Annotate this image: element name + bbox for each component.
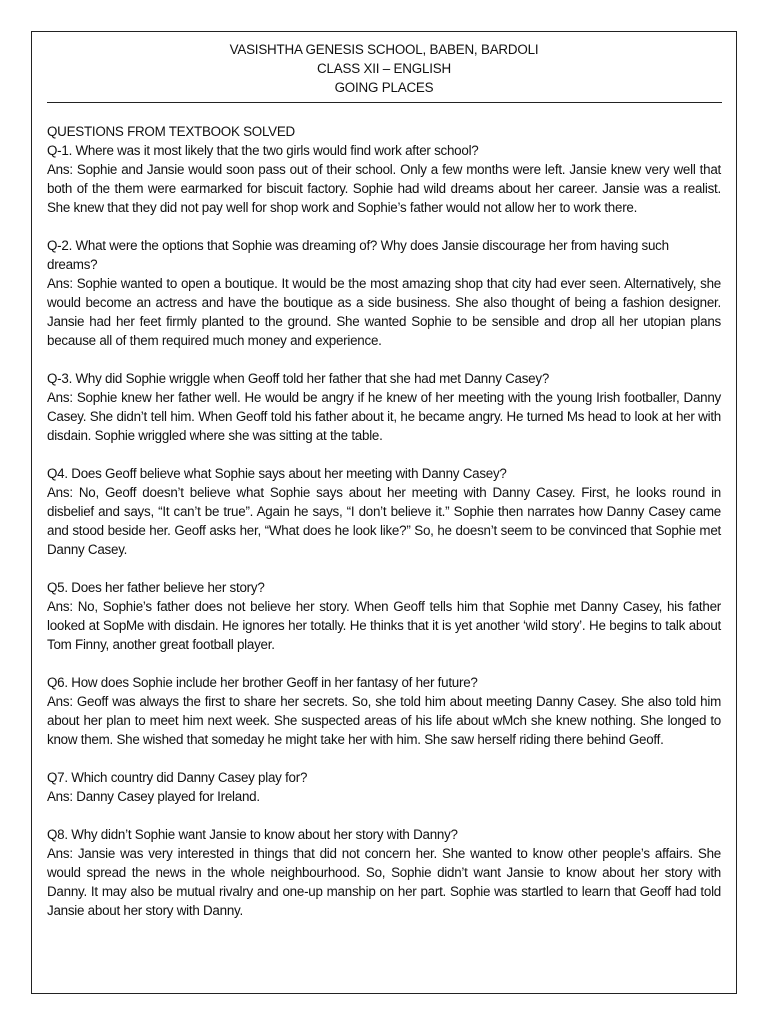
answer-paragraph <box>47 597 721 654</box>
answer-text: No, Geoff doesn’t believe what Sophie says about her meeting with Danny Casey. First, he looks round in disbelief and says, “It can’t be true”. Again he says, “I don’t believe it.” Sophie then narrates how Danny Casey came and stood beside her. Geoff asks her, “What does he look like?” So, he doesn’t seem to be convinced that Sophie met Danny Casey. <box>47 485 721 557</box>
qa-item-2 <box>47 236 721 350</box>
answer-label: Ans: <box>47 789 73 804</box>
answer-text: Sophie knew her father well. He would be angry if he knew of her meeting with the young Irish footballer, Danny Casey. She didn’t tell him. When Geoff told his father about it, he became angry. He turned Ms head to look at her with disdain. Sophie wriggled where she was sitting at the table. <box>47 390 721 443</box>
qa-item-6 <box>47 673 721 749</box>
question-text: Q-1. Where was it most likely that the two girls would find work after school? <box>47 143 479 158</box>
school-name: VASISHTHA GENESIS SCHOOL, BABEN, BARDOLI <box>229 42 539 57</box>
answer-paragraph <box>47 483 721 559</box>
question-text: Q4. Does Geoff believe what Sophie says about her meeting with Danny Casey? <box>47 466 507 481</box>
answer-paragraph <box>47 388 721 445</box>
answer-paragraph <box>47 274 721 350</box>
qa-item-1 <box>47 141 721 217</box>
answer-label: Ans: <box>47 694 73 709</box>
answer-paragraph <box>47 160 721 217</box>
question-text: Q6. How does Sophie include her brother Geoff in her fantasy of her future? <box>47 675 478 690</box>
qa-item-7 <box>47 768 721 806</box>
answer-text: Geoff was always the first to share her secrets. So, she told him about meeting Danny Casey. She also told him about her plan to meet him next week. She suspected areas of his life about wMch she knew nothing. She longed to know them. She wished that someday he might take her with him. She saw herself riding there behind Geoff. <box>47 694 721 747</box>
question-text: Q7. Which country did Danny Casey play for? <box>47 770 308 785</box>
header-divider <box>47 102 722 103</box>
question-text: Q8. Why didn’t Sophie want Jansie to know about her story with Danny? <box>47 827 458 842</box>
question-text: Q5. Does her father believe her story? <box>47 580 265 595</box>
document-header <box>47 40 721 97</box>
answer-text: Sophie and Jansie would soon pass out of their school. Only a few months were left. Jansie knew very well that both of the them were earmarked for biscuit factory. Sophie had wild dreams about her career. Jansie was a realist. She knew that they did not pay well for shop work and Sophie’s father would not allow her to work there. <box>47 162 721 215</box>
document-body <box>47 122 721 939</box>
question-text: Q-3. Why did Sophie wriggle when Geoff told her father that she had met Danny Casey? <box>47 371 550 386</box>
answer-label: Ans: <box>47 390 73 405</box>
qa-item-5 <box>47 578 721 654</box>
answer-paragraph <box>47 844 721 920</box>
answer-label: Ans: <box>47 276 73 291</box>
qa-item-8 <box>47 825 721 920</box>
answer-label: Ans: <box>47 599 73 614</box>
answer-label: Ans: <box>47 846 73 861</box>
class-subject: CLASS XII – ENGLISH <box>317 61 451 76</box>
answer-text: Danny Casey played for Ireland. <box>76 789 260 804</box>
qa-item-4 <box>47 464 721 559</box>
section-title: QUESTIONS FROM TEXTBOOK SOLVED <box>47 124 295 139</box>
qa-item-3 <box>47 369 721 445</box>
chapter-title: GOING PLACES <box>334 80 434 95</box>
answer-text: Jansie was very interested in things that did not concern her. She wanted to know other people’s affairs. She would spread the news in the whole neighbourhood. So, Sophie didn’t want Jansie to know about her story with Danny. It may also be mutual rivalry and one-up manship on her part. Sophie was startled to learn that Geoff had told Jansie about her story with Danny. <box>47 846 721 918</box>
question-text: Q-2. What were the options that Sophie was dreaming of? Why does Jansie discourage her from having such dreams? <box>47 238 669 272</box>
answer-label: Ans: <box>47 485 73 500</box>
answer-text: Sophie wanted to open a boutique. It would be the most amazing shop that city had ever seen. Alternatively, she would become an actress and have the boutique as a side business. She also thought of being a fashion designer. Jansie had her feet firmly planted to the ground. She wanted Sophie to be sensible and drop all her utopian plans because all of them required much money and experience. <box>47 276 721 348</box>
answer-paragraph <box>47 787 721 806</box>
answer-label: Ans: <box>47 162 73 177</box>
answer-paragraph <box>47 692 721 749</box>
answer-text: No, Sophie’s father does not believe her story. When Geoff tells him that Sophie met Danny Casey, his father looked at SopMe with disdain. He ignores her totally. He thinks that it is yet another ‘wild story’. He begins to talk about Tom Finny, another great football player. <box>47 599 721 652</box>
